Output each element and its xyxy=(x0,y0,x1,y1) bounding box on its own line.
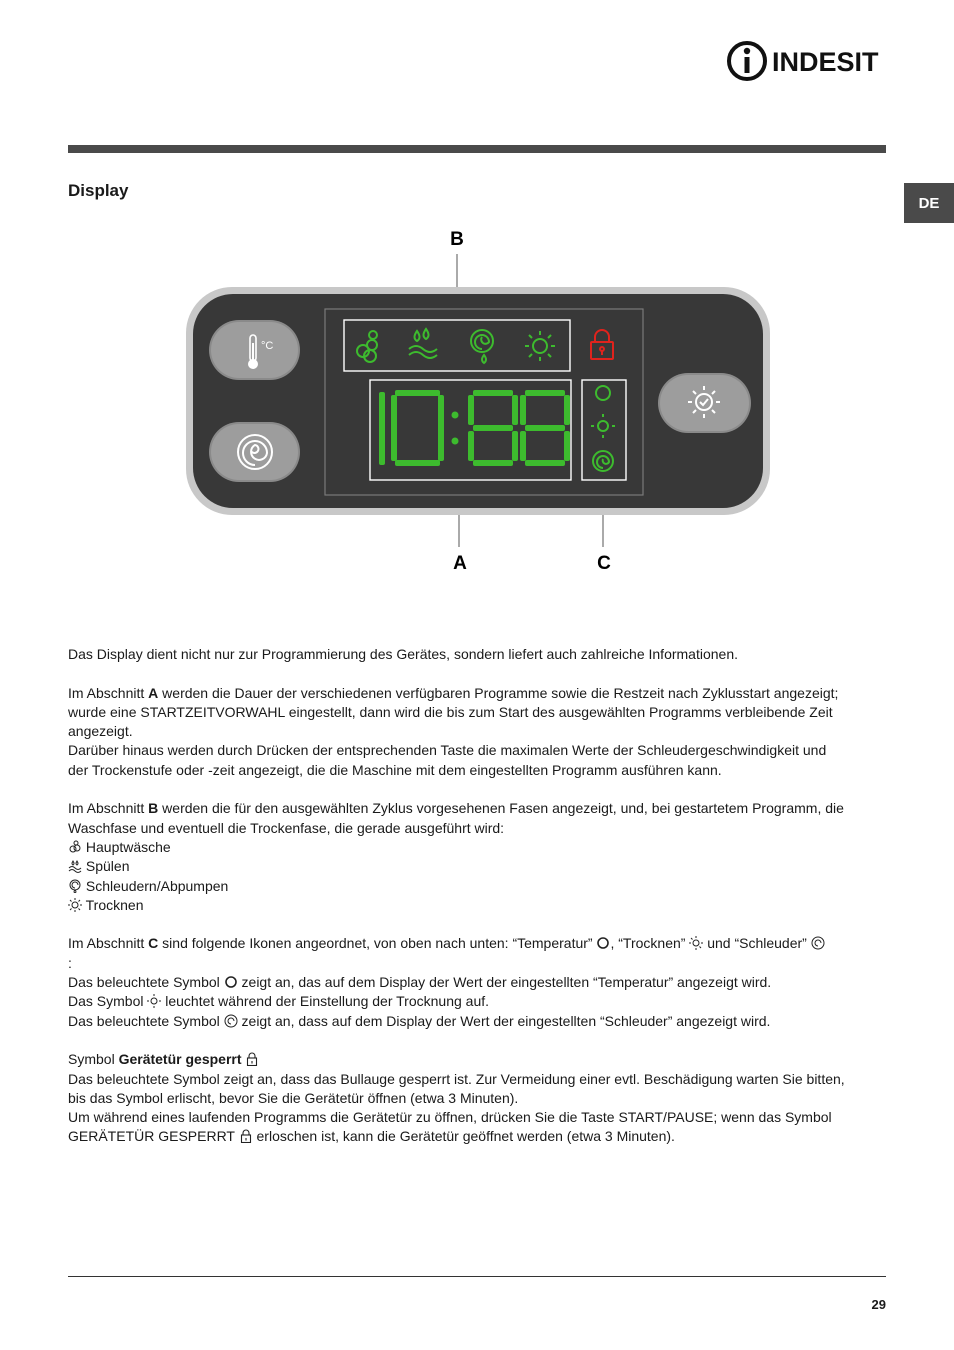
drying-sun-inline-icon xyxy=(147,994,161,1008)
section-a-letter: A xyxy=(148,684,159,701)
intro-paragraph: Das Display dient nicht nur zur Programmierung des Gerätes, sondern liefert auch zahlreiche Informationen. xyxy=(68,646,738,662)
label-b: B xyxy=(450,229,464,250)
top-rule xyxy=(68,145,886,153)
list-item: Spülen xyxy=(68,857,888,876)
indesit-logo xyxy=(726,40,888,82)
brand-wordmark: INDESIT xyxy=(772,47,879,77)
section-title: Display xyxy=(68,181,129,200)
temperature-ring-inline-icon xyxy=(224,975,238,989)
temperature-button[interactable] xyxy=(209,320,300,380)
page-number: 29 xyxy=(871,1297,886,1312)
drying-button[interactable] xyxy=(658,373,751,433)
temp-unit: °C xyxy=(261,340,274,352)
wash-icon xyxy=(68,840,82,854)
list-item: Trocknen xyxy=(68,896,888,915)
list-item: Hauptwäsche xyxy=(68,838,888,857)
list-item: Schleudern/Abpumpen xyxy=(68,877,888,896)
section-b-letter: B xyxy=(148,800,159,817)
drying-sun-inline-icon xyxy=(689,936,703,950)
door-lock-inline-icon xyxy=(245,1052,259,1066)
body-text: Das Display dient nicht nur zur Programmierung des Gerätes, sondern liefert auch zahlreiche Informationen. Im Abschnitt A werden die Dauer der verschiedenen verfügbaren Programme sowie die Restzeit nach Zyklusstart angezeigt; wurde eine STARTZEITVORWAHL eingestellt, dann wird die bis zum Start des ausgewählten Programms verbleibende Zeit angezeigt. Darüber hinaus werden durch Drücken der entsprechenden Taste die maximalen Werte der Schleudergeschwindigkeit und der Trockenstufe oder -zeit angezeigt, die die Maschine mit dem eingestellten Programm ausführen kann. Im Abschnitt B werden die für den ausgewählten Zyklus vorgesehenen Fasen angezeigt, und, bei gestartetem Programm, die Waschfase und eventuell die Trockenfase, die gerade ausgeführt wird: Hauptwäsche Spülen Schleudern/Abpumpen Trocknen Im Abschnitt C sind folgende Ikonen angeordnet, von oben nach unten: “Temperatur” , “Trocknen” und “Schleuder” : Das beleuchtete Symbol zeigt an, das auf dem Display der Wert der eingestellten “Temperatur” angezeigt wird. Das Symbol leuchtet während der Einstellung der Trocknung auf. Das beleuchtete Symbol zeigt an, dass auf dem Display der Wert der eingestellten “Schleuder” angezeigt wird. Symbol Gerätetür gesperrt Das beleuchtete Symbol zeigt an, dass das Bullauge gesperrt ist. Zur Vermeidung einer evtl. Beschädigung warten Sie bitten, bis das Symbol erlischt, bevor Sie die Gerätetür öffnen (etwa 3 Minuten). Um während eines laufenden Programms die Gerätetür zu öffnen, drücken Sie die Taste START/PAUSE; wenn das Symbol GERÄTETÜR GESPERRT erloschen ist, kann die Gerätetür geöffnet werden (etwa 3 Minuten). xyxy=(68,645,888,1147)
language-tab: DE xyxy=(904,183,954,223)
section-c-letter: C xyxy=(148,935,159,952)
spin-icon xyxy=(68,879,82,893)
lock-heading: Gerätetür gesperrt xyxy=(118,1051,242,1068)
spin-spiral-inline-icon xyxy=(224,1014,238,1028)
label-c: C xyxy=(597,553,611,574)
rinse-icon xyxy=(68,859,82,873)
sun-icon xyxy=(68,898,82,912)
spin-spiral-inline-icon xyxy=(811,936,825,950)
spin-button[interactable] xyxy=(209,422,300,482)
temperature-ring-inline-icon xyxy=(596,936,610,950)
display-diagram xyxy=(180,225,780,580)
door-lock-inline-icon xyxy=(239,1129,253,1143)
bottom-rule xyxy=(68,1276,886,1277)
label-a: A xyxy=(453,553,467,574)
